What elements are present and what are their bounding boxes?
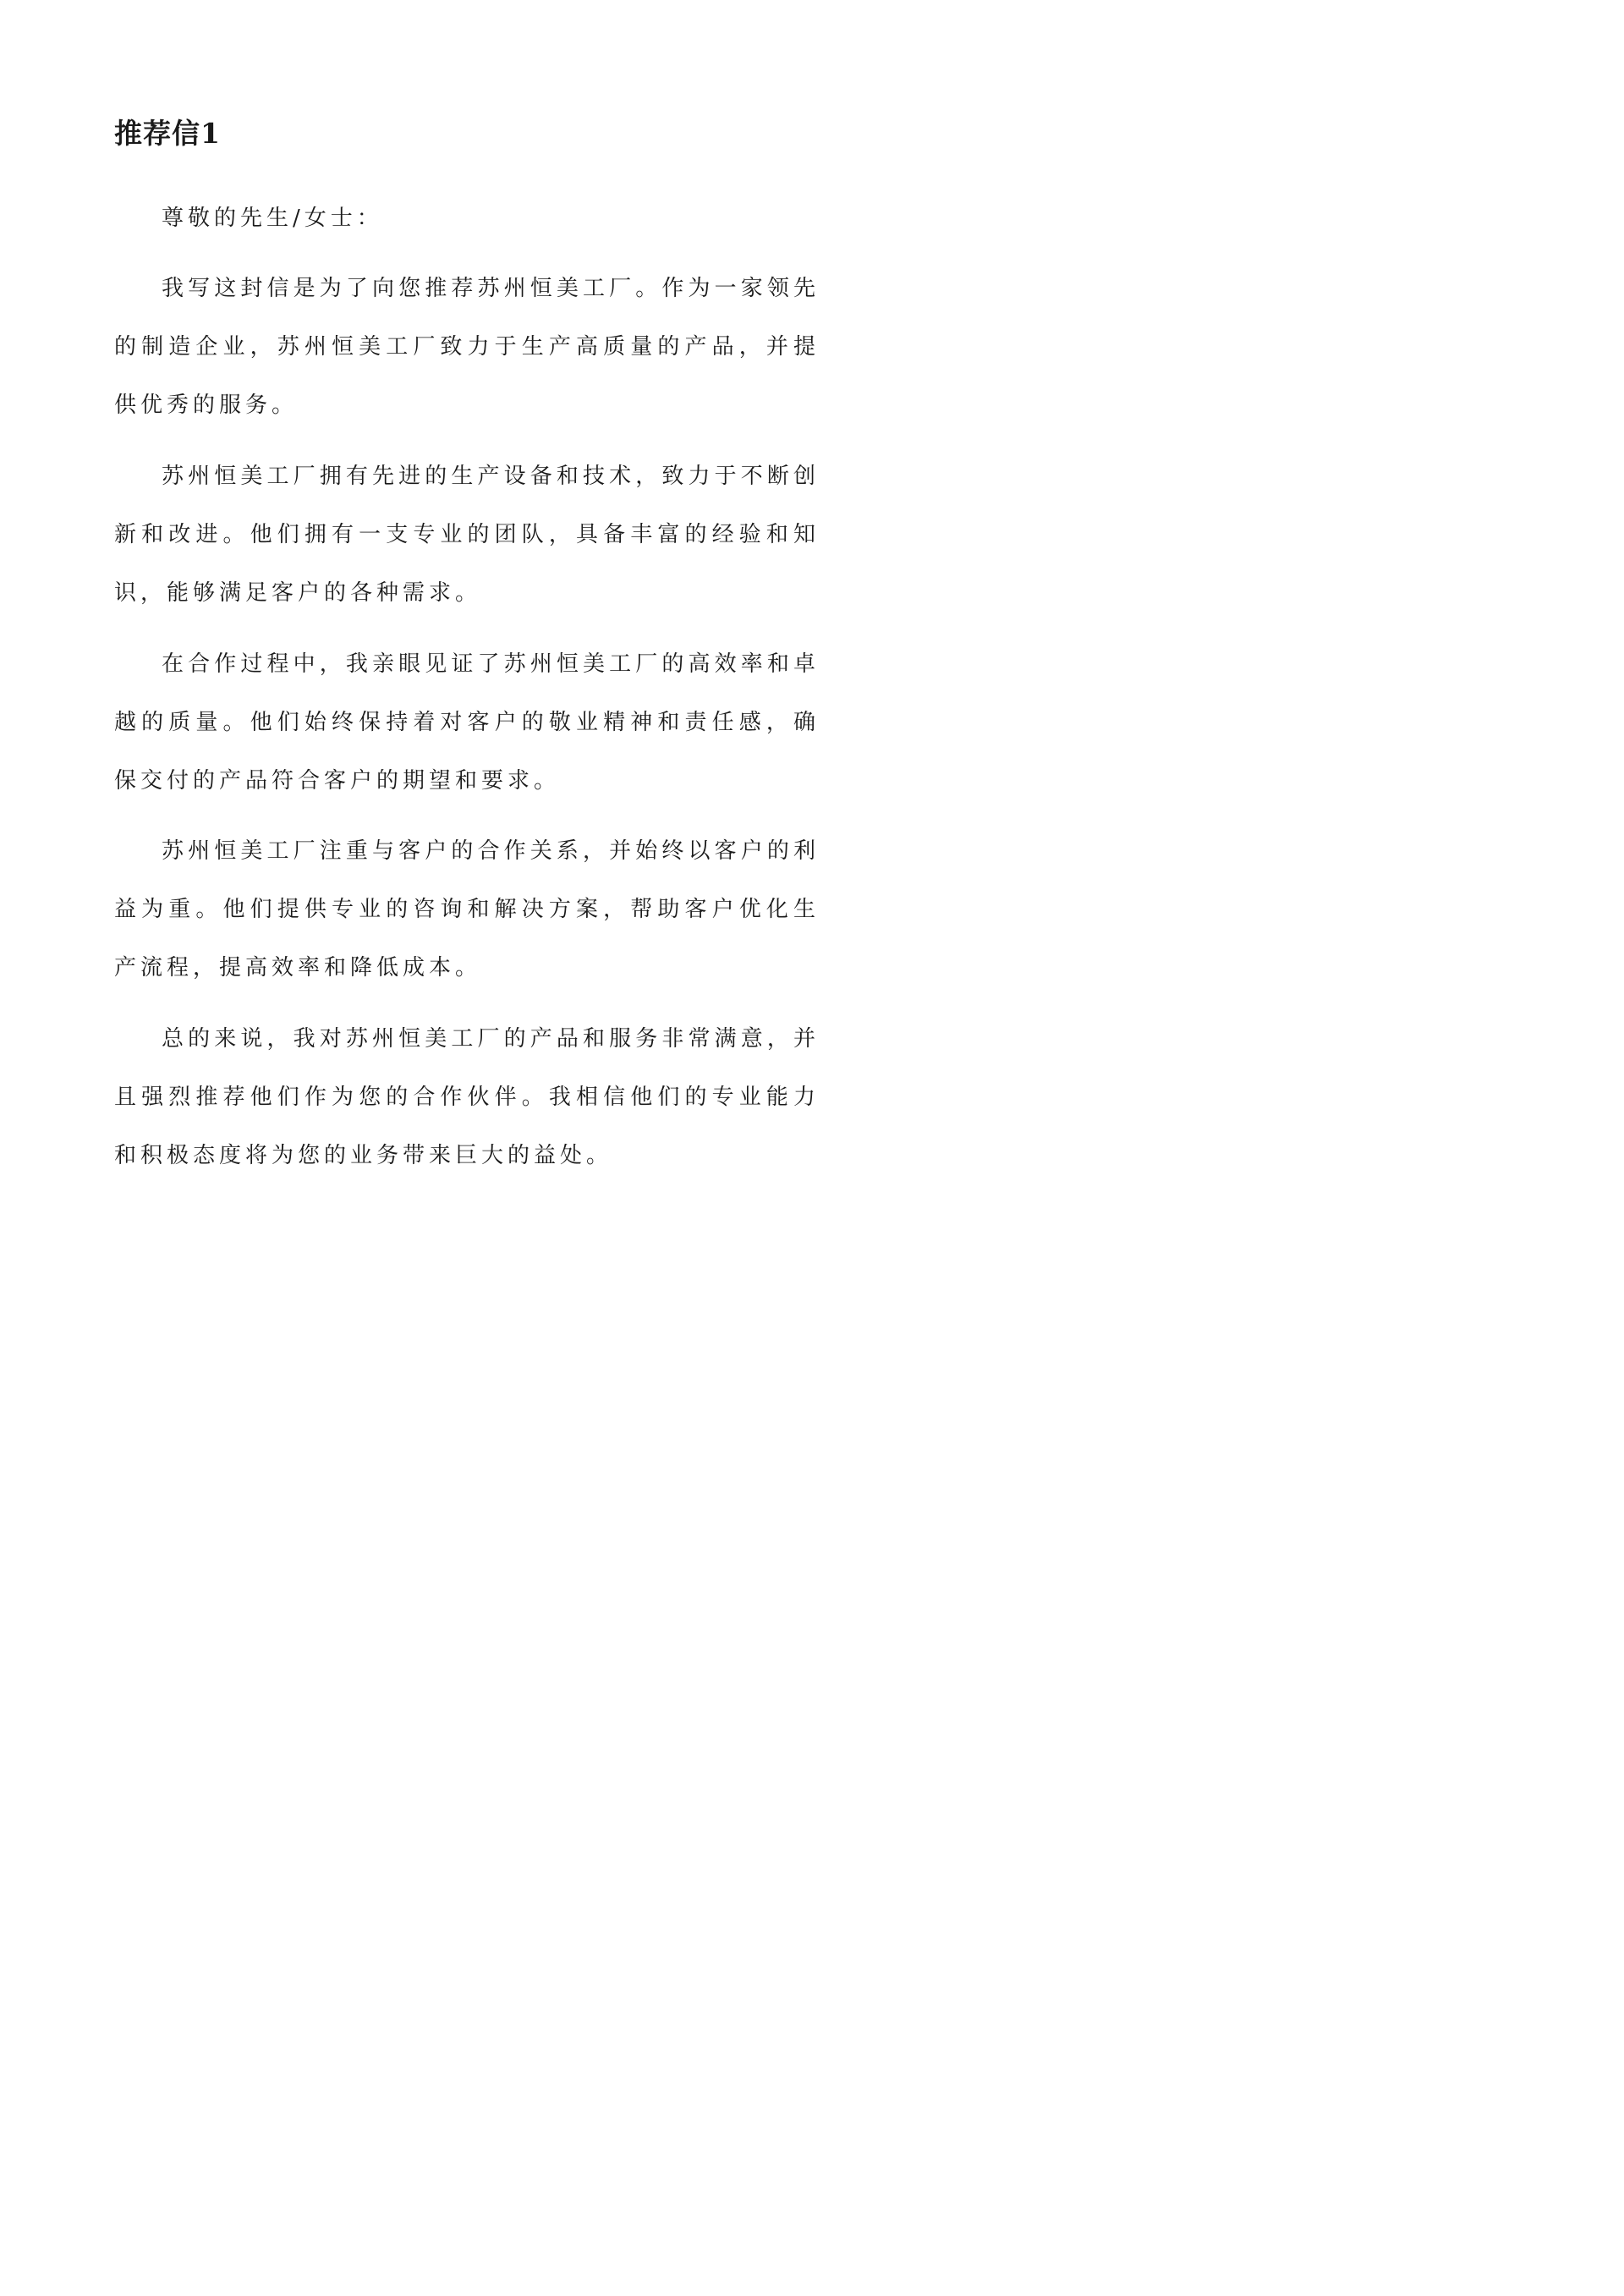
document-title: 推荐信1 [114, 117, 221, 150]
paragraph-5: 总的来说，我对苏州恒美工厂的产品和服务非常满意，并且强烈推荐他们作为您的合作伙伴。我相信他们的专业能力和积极态度将为您的业务带来巨大的益处。 [114, 1026, 820, 1168]
paragraph-4: 苏州恒美工厂注重与客户的合作关系，并始终以客户的利益为重。他们提供专业的咨询和解决方案，帮助客户优化生产流程，提高效率和降低成本。 [114, 838, 820, 980]
paragraph-1: 我写这封信是为了向您推荐苏州恒美工厂。作为一家领先的制造企业，苏州恒美工厂致力于生产高质量的产品，并提供优秀的服务。 [114, 276, 820, 418]
paragraph-2: 苏州恒美工厂拥有先进的生产设备和技术，致力于不断创新和改进。他们拥有一支专业的团队，具备丰富的经验和知识，能够满足客户的各种需求。 [114, 464, 820, 606]
paragraph-3: 在合作过程中，我亲眼见证了苏州恒美工厂的高效率和卓越的质量。他们始终保持着对客户的敬业精神和责任感，确保交付的产品符合客户的期望和要求。 [114, 651, 820, 794]
document-page [0, 0, 933, 1320]
salutation: 尊敬的先生/女士： [162, 206, 383, 231]
